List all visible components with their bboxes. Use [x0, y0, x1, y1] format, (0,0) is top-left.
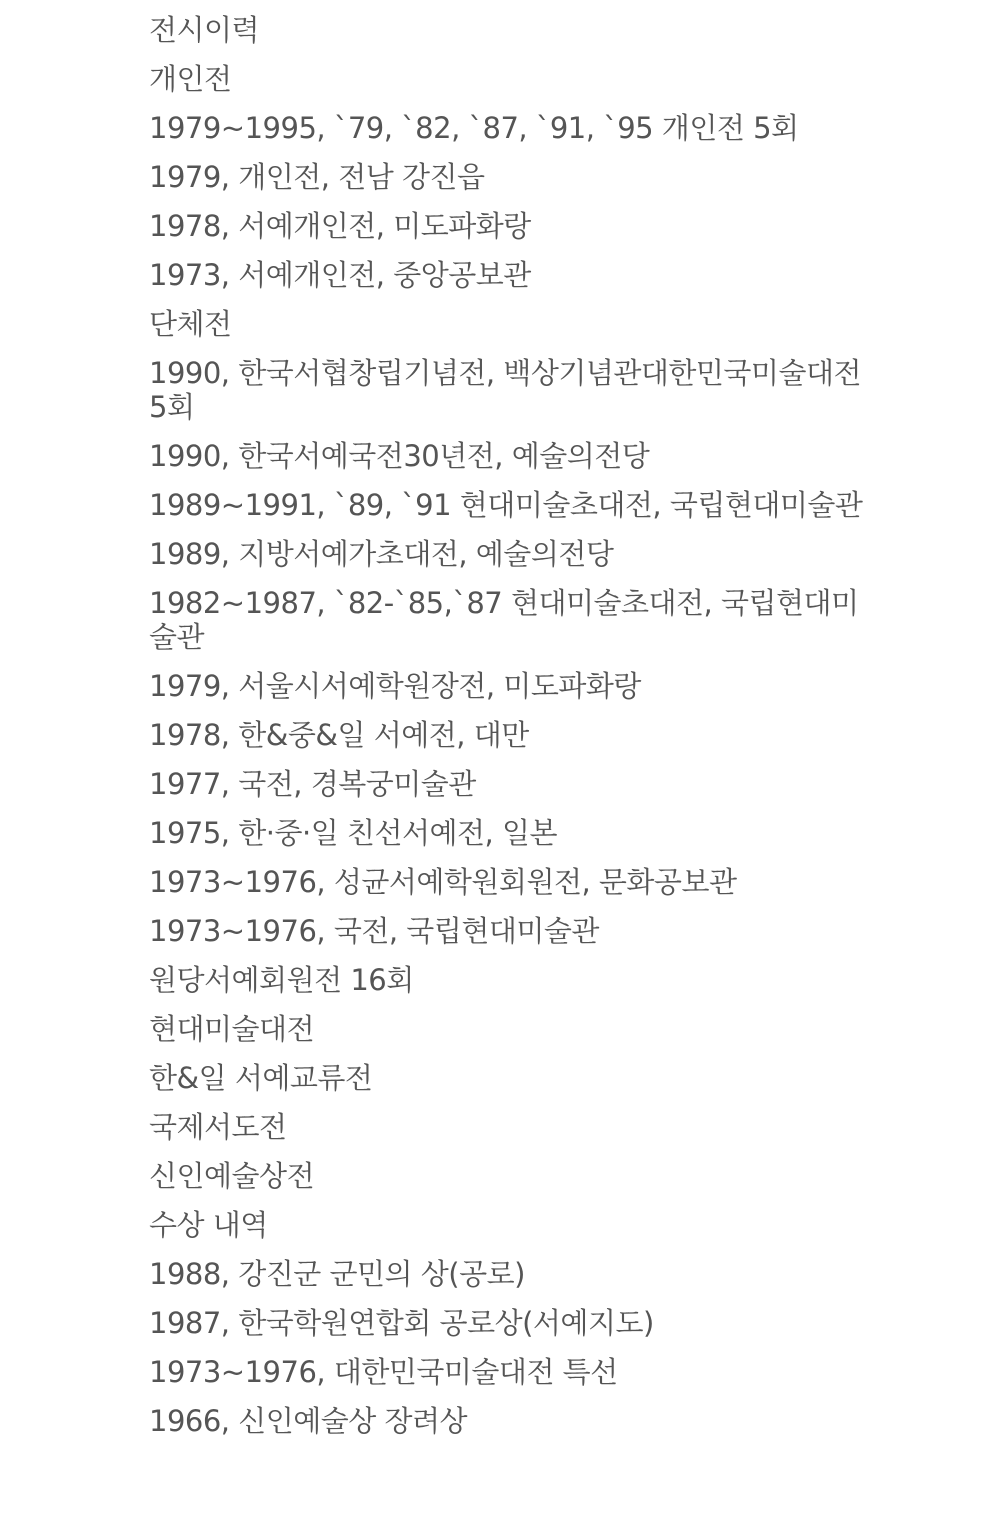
- list-item: 1989~1991, `89, `91 현대미술초대전, 국립현대미술관: [149, 488, 863, 522]
- subsection-title-solo-exhibitions: 개인전: [149, 62, 232, 96]
- section-title-exhibition-history: 전시이력: [149, 13, 260, 47]
- list-item: 1979~1995, `79, `82, `87, `91, `95 개인전 5회: [149, 111, 799, 145]
- subsection-title-group-exhibitions: 단체전: [149, 307, 232, 341]
- list-item: 1979, 개인전, 전남 강진읍: [149, 160, 485, 194]
- list-item: 1978, 서예개인전, 미도파화랑: [149, 209, 531, 243]
- list-item: 1966, 신인예술상 장려상: [149, 1404, 468, 1438]
- list-item: 1973~1976, 국전, 국립현대미술관: [149, 914, 599, 948]
- list-item: 1973~1976, 대한민국미술대전 특선: [149, 1355, 618, 1389]
- list-item: 1990, 한국서협창립기념전, 백상기념관대한민국미술대전 5회: [149, 356, 861, 424]
- list-item: 한&일 서예교류전: [149, 1061, 373, 1095]
- list-item: 1987, 한국학원연합회 공로상(서예지도): [149, 1306, 654, 1340]
- exhibition-history: [149, 13, 869, 1453]
- list-item: 1982~1987, `82-`85,`87 현대미술초대전, 국립현대미술관: [149, 586, 859, 654]
- list-item: 1978, 한&중&일 서예전, 대만: [149, 718, 529, 752]
- list-item: 1979, 서울시서예학원장전, 미도파화랑: [149, 669, 641, 703]
- list-item: 원당서예회원전 16회: [149, 963, 414, 997]
- section-title-awards: 수상 내역: [149, 1208, 268, 1242]
- list-item: 현대미술대전: [149, 1012, 315, 1046]
- list-item: 1973~1976, 성균서예학원회원전, 문화공보관: [149, 865, 737, 899]
- list-item: 1989, 지방서예가초대전, 예술의전당: [149, 537, 614, 571]
- list-item: 1990, 한국서예국전30년전, 예술의전당: [149, 439, 650, 473]
- list-item: 1988, 강진군 군민의 상(공로): [149, 1257, 525, 1291]
- list-item: 1977, 국전, 경복궁미술관: [149, 767, 476, 801]
- list-item: 신인예술상전: [149, 1159, 315, 1193]
- list-item: 국제서도전: [149, 1110, 287, 1144]
- list-item: 1975, 한·중·일 친선서예전, 일본: [149, 816, 557, 850]
- list-item: 1973, 서예개인전, 중앙공보관: [149, 258, 531, 292]
